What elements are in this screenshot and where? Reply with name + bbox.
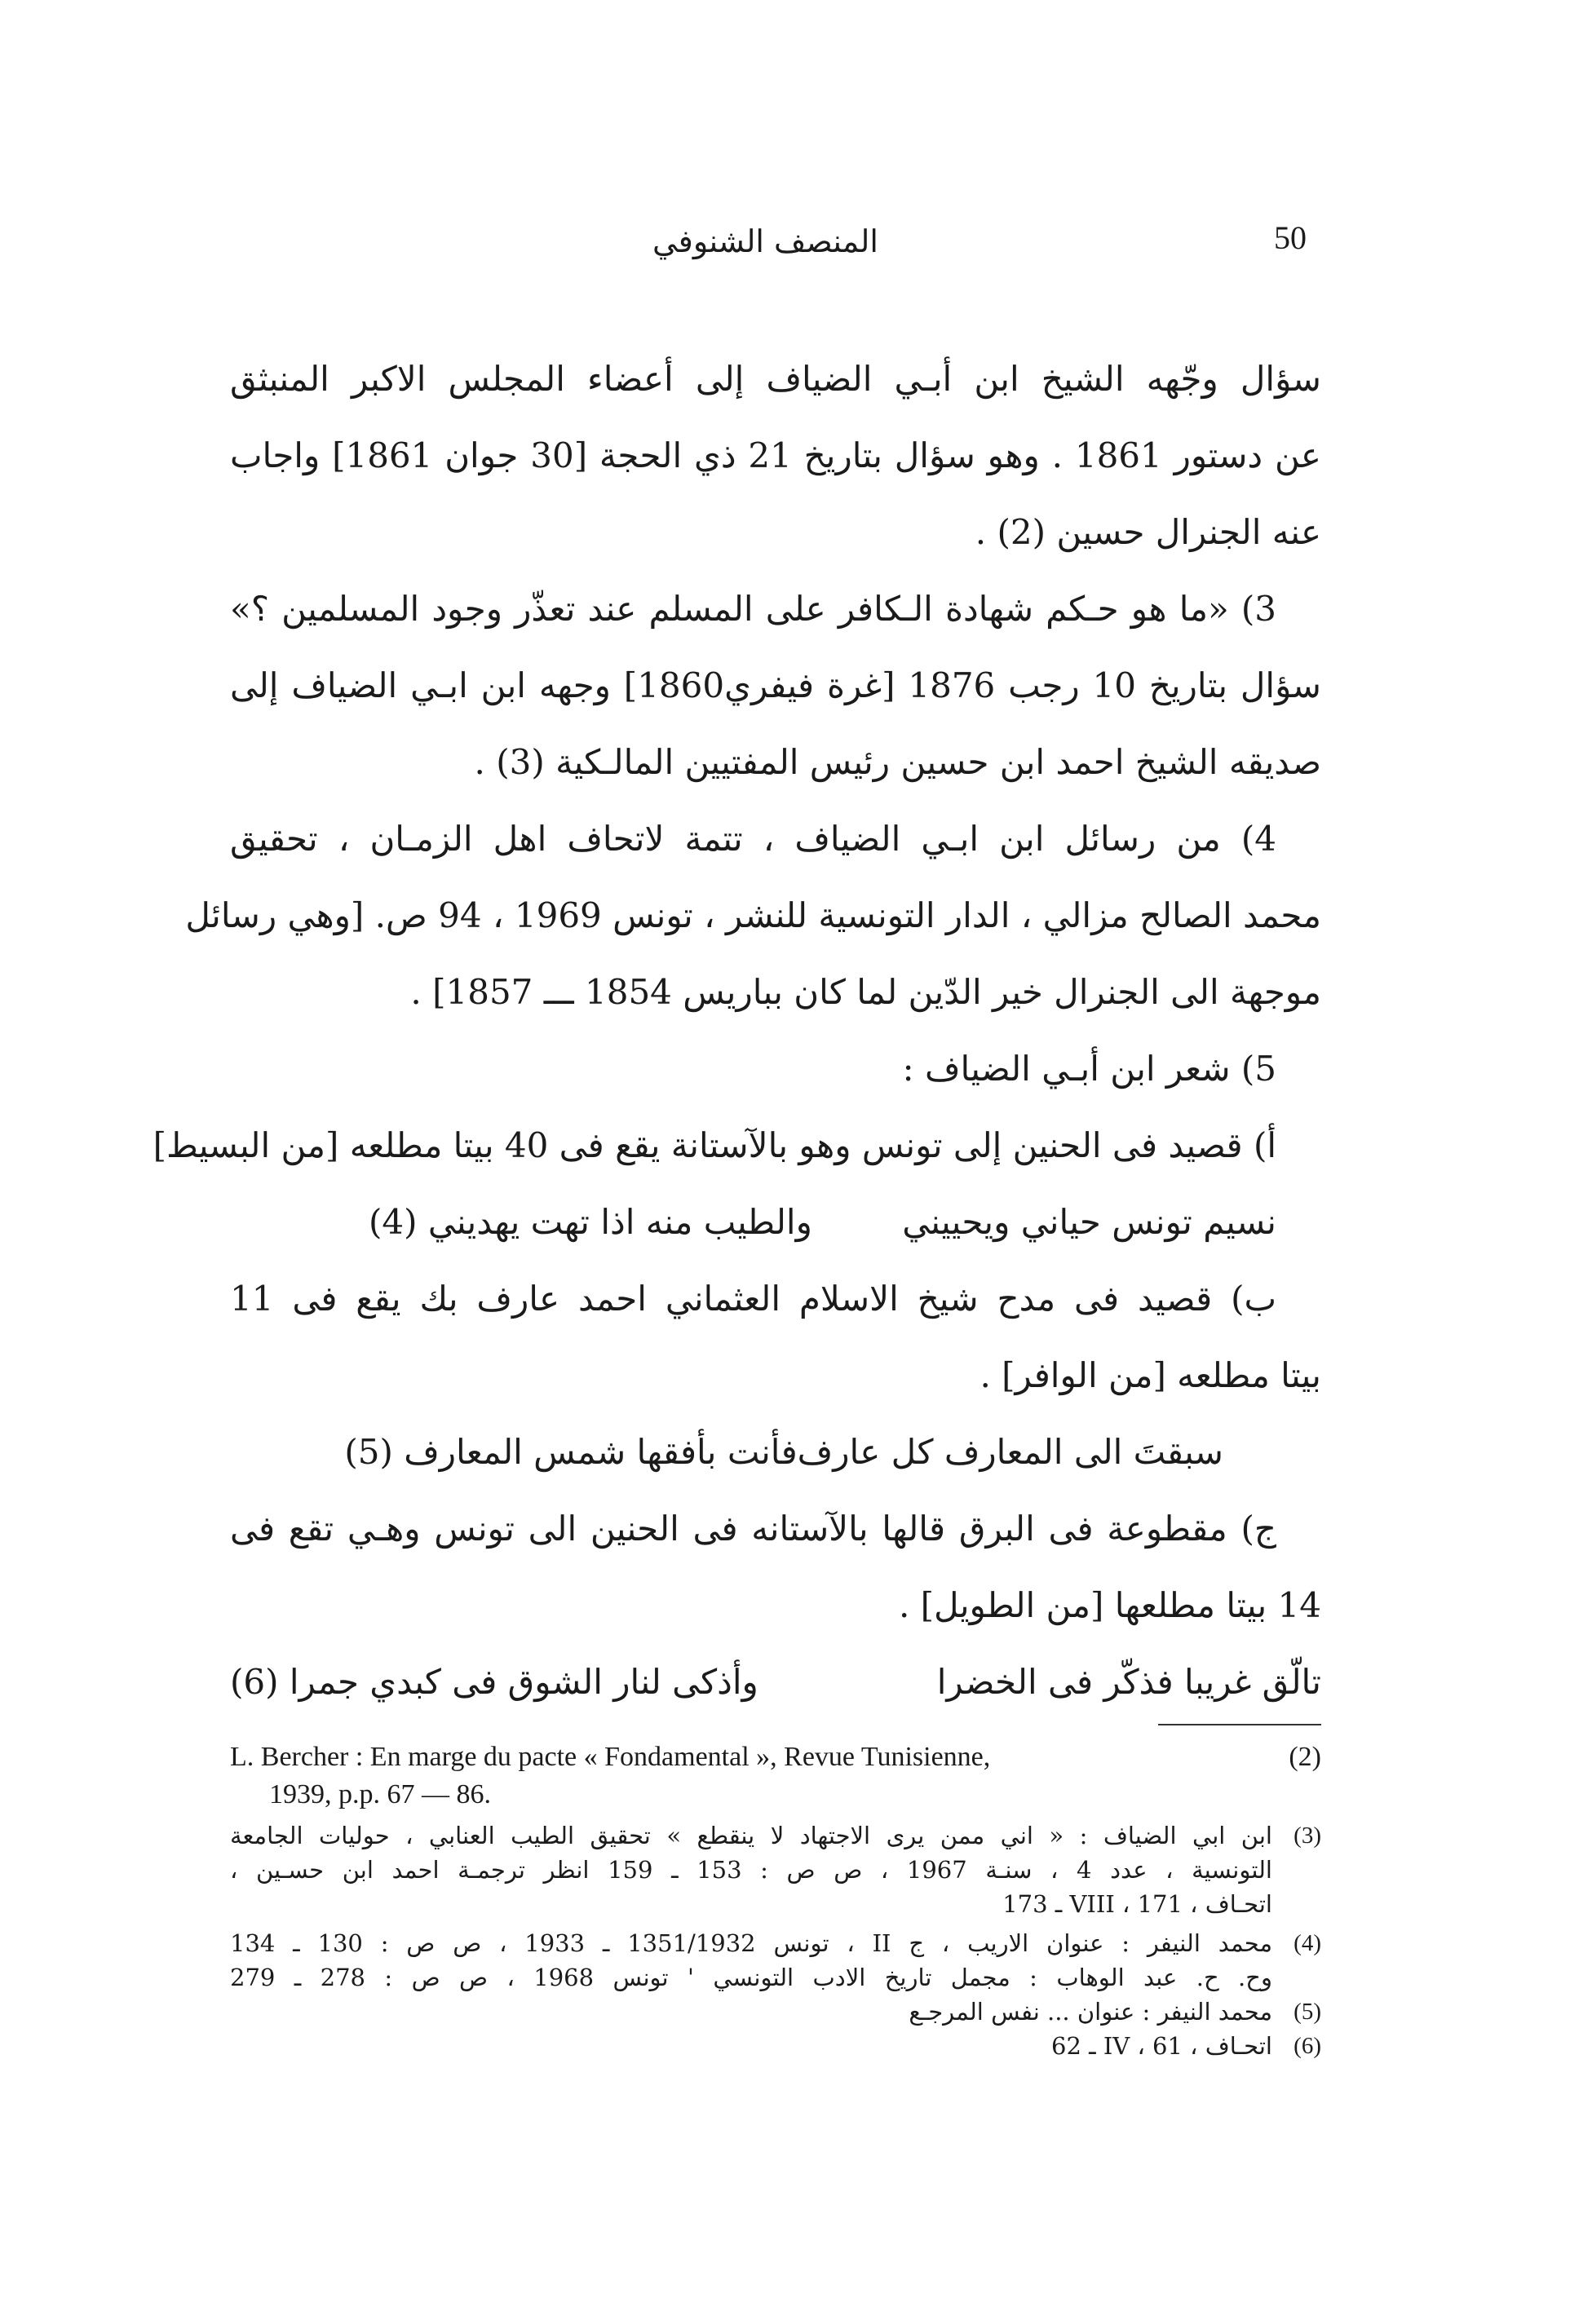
- verse-hemistich-second: وأذكى لنار الشوق فى كبدي جمرا (6): [230, 1662, 758, 1702]
- verse-line: [230, 1184, 1321, 1261]
- body-line: 5) شعر ابن أبـي الضياف :: [902, 1049, 1276, 1089]
- footnote-line: التونسية ، عدد 4 ، سنـة 1967 ، ص ص : 153 ـ 159 انظر ترجمـة احمد ابن حسـين ،: [230, 1856, 1272, 1884]
- body-line: ب) قصيد فى مدح شيخ الاسلام العثماني احمد عارف بك يقع فى 11: [230, 1279, 1276, 1319]
- footnote-mark: (2): [1289, 1742, 1321, 1772]
- footnote-line: L. Bercher : En marge du pacte « Fondamental », Revue Tunisienne,: [230, 1742, 991, 1772]
- verse-line: [230, 1414, 1321, 1491]
- body-line: أ) قصيد فى الحنين إلى تونس وهو بالآستانة يقع فى 40 بيتا مطلعه [من البسيط]: [153, 1125, 1276, 1165]
- body-line: 3) «ما هو حـكم شهادة الـكافر على المسلم عند تعذّر وجود المسلمين ؟»: [230, 589, 1276, 629]
- body-line: عن دستور 1861 . وهو سؤال بتاريخ 21 ذي الحجة [30 جوان 1861] واجاب: [230, 435, 1321, 475]
- verse-hemistich-first: سبقتَ الى المعارف كل عارف: [797, 1432, 1223, 1472]
- verse-hemistich-second: والطيب منه اذا تهت يهديني (4): [369, 1202, 812, 1242]
- footnote-line: اتحـاف ، VIII ، 171 ـ 173: [1002, 1890, 1272, 1918]
- page-number: 50: [1274, 219, 1307, 256]
- body-line: سؤال وجّهه الشيخ ابن أبـي الضياف إلى أعضاء المجلس الاكبر المنبثق: [230, 359, 1321, 399]
- body-line: عنه الجنرال حسين (2) .: [975, 512, 1321, 552]
- footnote-line: وح. ح. عبد الوهاب : مجمل تاريخ الادب التونسي ' تونس 1968 ، ص ص : 278 ـ 279: [230, 1964, 1272, 1991]
- body-line: موجهة الى الجنرال خير الدّين لما كان بباريس 1854 ـــ 1857] .: [410, 972, 1321, 1012]
- footnote-mark: (6): [1294, 2033, 1321, 2059]
- verse-hemistich-first: تالّق غريبا فذكّر فى الخضرا: [936, 1662, 1321, 1702]
- page-header: [228, 219, 1321, 276]
- body-line: سؤال بتاريخ 10 رجب 1876 [غرة فيفري1860] وجهه ابن ابـي الضياف إلى: [230, 665, 1321, 705]
- verse-line: [230, 1644, 1321, 1721]
- verse-hemistich-first: نسيم تونس حياني ويحييني: [902, 1202, 1276, 1242]
- footnotes: [230, 1739, 1321, 2063]
- body-line: 14 بيتا مطلعها [من الطويل] .: [898, 1585, 1321, 1625]
- body-line: 4) من رسائل ابن ابـي الضياف ، تتمة لاتحاف اهل الزمـان ، تحقيق: [230, 819, 1276, 859]
- footnote-line: محمد النيفر : عنوان ... نفس المرجـع: [909, 1998, 1272, 2026]
- body-line: صديقه الشيخ احمد ابن حسين رئيس المفتيين المالـكية (3) .: [474, 742, 1321, 782]
- footnote-mark: (5): [1294, 1999, 1321, 2025]
- body-line: بيتا مطلعه [من الوافر] .: [980, 1355, 1321, 1395]
- footnote-4: [230, 1926, 1321, 1995]
- footnote-line: اتحـاف ، IV ، 61 ـ 62: [1051, 2032, 1272, 2060]
- footnote-line: ابن ابي الضياف : « اني ممن يرى الاجتهاد لا ينقطع » تحقيق الطيب العنابي ، حوليات الجامعة: [230, 1822, 1272, 1849]
- running-head: المنصف الشنوفي: [652, 223, 878, 259]
- footnote-mark: (4): [1294, 1930, 1321, 1956]
- footnote-3: [230, 1818, 1321, 1921]
- body-line: ج) مقطوعة فى البرق قالها بالآستانه فى الحنين الى تونس وهـي تقع فى: [230, 1509, 1276, 1549]
- footnote-mark: (3): [1294, 1823, 1321, 1849]
- footnote-rule: [1158, 1724, 1321, 1725]
- footnote-line: محمد النيفر : عنوان الاريب ، ج II ، تونس 1351/1932 ـ 1933 ، ص ص : 130 ـ 134: [230, 1929, 1272, 1957]
- footnote-6: [230, 2029, 1321, 2063]
- footnote-5: [230, 1995, 1321, 2029]
- verse-hemistich-second: فأنت بأفقها شمس المعارف (5): [344, 1432, 798, 1472]
- body-text: [153, 341, 1321, 1721]
- footnote-line: 1939, p.p. 67 — 86.: [269, 1779, 491, 1809]
- body-line: محمد الصالح مزالي ، الدار التونسية للنشر ، تونس 1969 ، 94 ص. [وهي رسائل: [185, 895, 1321, 935]
- footnote-2: [230, 1739, 1321, 1814]
